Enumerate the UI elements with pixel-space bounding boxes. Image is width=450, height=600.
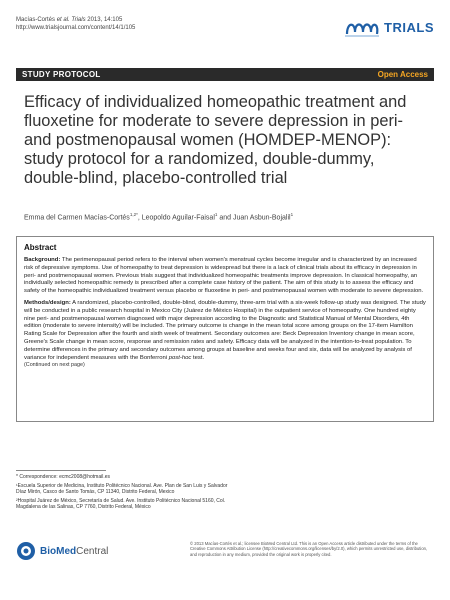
author-2-affiliation: 1: [214, 212, 218, 217]
affiliation-2: ²Hospital Juárez de México, Secretaría de Salud. Ave. Instituto Politécnico Nacional 5160, Col. Magdalena de las Salinas, CP 7760, Distrito Federal, México: [16, 497, 226, 511]
continued-note: (Continued on next page): [24, 362, 85, 369]
biomed-central-text: [40, 546, 108, 557]
citation-authors: Macías-Cortés: [16, 17, 57, 23]
author-2[interactable]: , Leopoldo Aguilar-Faisal: [137, 214, 215, 222]
author-1-affiliation: 1,2*: [129, 212, 138, 217]
article-type-label: STUDY PROTOCOL: [22, 70, 101, 79]
biomed-central-logo: [16, 541, 108, 561]
citation-volume: 2013, 14:105: [85, 17, 123, 23]
affiliation-1: ¹Escuela Superior de Medicina, Instituto Politécnico Nacional. Ave. Plan de San Luis y Salvador Díaz Mirón, Casco de Santo Tomás, CP 11340, Distrito Federal, Mexico: [16, 482, 228, 496]
abstract-box: [16, 236, 434, 422]
trials-logo-icon: [343, 14, 381, 40]
correspondence-note: * Correspondence: ecmc2008@hotmail.es: [16, 474, 111, 480]
article-url[interactable]: http://www.trialsjournal.com/content/14/1/105: [16, 25, 136, 31]
footnote-divider: [16, 470, 106, 471]
abstract-methods: [24, 300, 426, 370]
author-1[interactable]: Emma del Carmen Macías-Cortés: [24, 214, 130, 222]
citation-journal: et al. Trials: [56, 17, 86, 23]
footnotes: [16, 470, 231, 513]
trials-logo-text: TRIALS: [384, 19, 434, 35]
publisher-name-bold: BioMed: [40, 545, 77, 557]
copyright-notice: © 2013 Macías-Cortés et al.; licensee BioMed Central Ltd. This is an Open Access article distributed under the terms of the Creative Commons Attribution License (http://creativecommons.org/licenses/by/2.0), which permits unrestricted use, distribution, and reproduction in any medium, provided the original work is properly cited.: [190, 541, 428, 557]
abstract-heading: Abstract: [24, 243, 57, 252]
author-3[interactable]: and Juan Asbun-Bojalil: [217, 214, 291, 222]
publisher-name-rest: Central: [76, 545, 109, 557]
background-text: The perimenopausal period refers to the interval when women's menstrual cycles become irregular and is characterized by an increased risk of depressive symptoms. Use of homeopathy to treat depression is widespread but there is a lack of clinical trials about its efficacy in depression in peri- and postmenopausal women. Previous trials suggest that individualized homeopathic treatments improve depression. In classical homeopathy, an individually selected homeopathic remedy is prescribed after a complete case history of the patient. The aim of this study is to assess the efficacy and safety of the homeopathic individualized treatment versus placebo or fluoxetine in peri- and postmenopausal women with moderate to severe depression.: [24, 257, 424, 295]
section-bar: [16, 68, 434, 81]
article-title: Efficacy of individualized homeopathic treatment and fluoxetine for moderate to severe depression in peri- and postmenopausal women (HOMDEP-MENOP): study protocol for a randomized, double-dummy, double-blind, placebo-controlled trial: [24, 93, 407, 187]
methods-label: Methods/design:: [24, 299, 71, 306]
author-list: [24, 212, 430, 221]
journal-citation-header: [16, 16, 135, 32]
abstract-background: [24, 257, 426, 296]
methods-italic: post-hoc: [168, 354, 192, 361]
open-access-label: Open Access: [377, 70, 428, 79]
biomed-central-icon: [16, 541, 36, 561]
background-label: Background:: [24, 257, 61, 263]
trials-logo: [343, 14, 434, 40]
author-3-affiliation: 1: [290, 212, 294, 217]
methods-text: A randomized, placebo-controlled, double-blind, double-dummy, three-arm trial with a six-week follow-up study was designed. The study will be conducted in a public research hospital in Mexico City (Juárez de México Hospital) in the outpatient service of homeopathy. One hundred eighty nine peri- and postmenopausal women diagnosed with major depression according to the Diagnostic and Statistical Manual of Mental Disorders, 4th edition (moderate to severe intensity) will be included. The primary outcome is change in the mean total score among groups on the 17-item Hamilton Rating Scale for Depression after the fourth and sixth week of treatment. Secondary outcomes are: Beck Depression Inventory change in mean score, Greene's Scale change in mean score, response and remission rates and safety. Efficacy data will be analyzed in the intention-to-treat population. To determine differences in the primary and secondary outcomes among groups at baseline and weeks four and six, data will be analyzed by analysis of variance for independent measures with the Bonferroni: [24, 299, 426, 361]
citation-line: [16, 16, 135, 24]
methods-end: test.: [191, 354, 205, 361]
